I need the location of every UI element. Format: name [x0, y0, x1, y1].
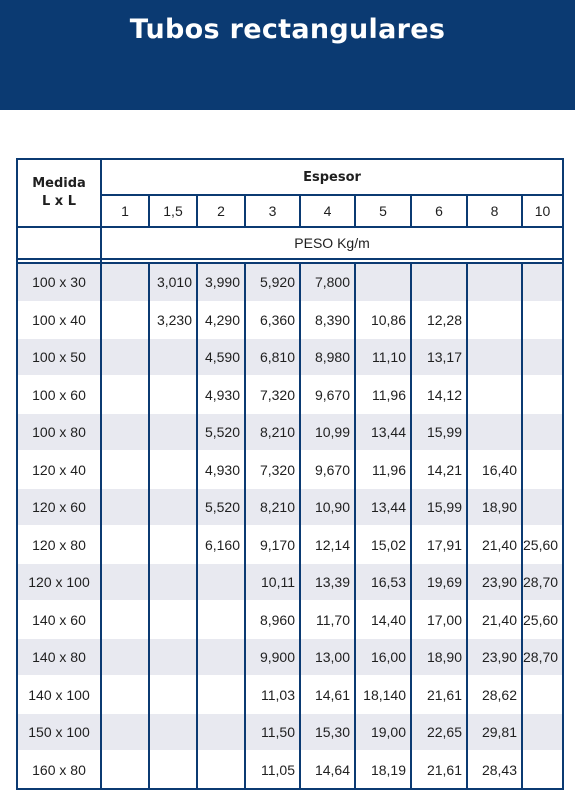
table-row — [17, 338, 563, 375]
weight-cell — [197, 751, 245, 789]
size-cell: 140 x 60 — [17, 601, 101, 638]
size-cell: 160 x 80 — [17, 751, 101, 789]
weight-cell — [149, 376, 197, 413]
weight-cell — [467, 413, 522, 450]
weight-cell: 8,210 — [245, 413, 300, 450]
weight-cell — [522, 263, 563, 301]
table-row — [17, 713, 563, 750]
weight-cell: 28,43 — [467, 751, 522, 789]
weight-cell: 3,230 — [149, 301, 197, 338]
weight-cell: 11,96 — [355, 451, 411, 488]
weight-cell: 9,670 — [300, 451, 355, 488]
weight-cell — [411, 263, 467, 301]
weight-cell — [522, 338, 563, 375]
weight-cell — [101, 526, 149, 563]
weight-cell — [467, 263, 522, 301]
weight-cell: 4,290 — [197, 301, 245, 338]
weight-cell — [101, 338, 149, 375]
title-banner — [0, 0, 575, 110]
weight-cell: 7,800 — [300, 263, 355, 301]
weight-cell: 11,03 — [245, 676, 300, 713]
weight-cell — [101, 601, 149, 638]
weight-cell: 25,60 — [522, 526, 563, 563]
weight-cell: 7,320 — [245, 376, 300, 413]
size-cell: 100 x 60 — [17, 376, 101, 413]
weight-cell: 9,900 — [245, 638, 300, 675]
weight-cell: 6,810 — [245, 338, 300, 375]
table-row — [17, 301, 563, 338]
table-row — [17, 413, 563, 450]
medida-header — [17, 159, 101, 227]
weight-cell: 13,00 — [300, 638, 355, 675]
weight-cell: 14,64 — [300, 751, 355, 789]
weight-cell: 23,90 — [467, 638, 522, 675]
weight-cell — [149, 751, 197, 789]
thickness-header-cell: 3 — [245, 195, 300, 227]
weight-cell: 11,96 — [355, 376, 411, 413]
weight-cell: 5,520 — [197, 488, 245, 525]
weight-cell: 9,670 — [300, 376, 355, 413]
weight-cell — [522, 413, 563, 450]
weight-cell — [197, 601, 245, 638]
weight-cell — [467, 301, 522, 338]
weight-cell: 14,12 — [411, 376, 467, 413]
weight-cell — [149, 451, 197, 488]
weight-cell: 14,40 — [355, 601, 411, 638]
weight-cell — [101, 301, 149, 338]
weight-cell — [101, 413, 149, 450]
weight-cell — [522, 376, 563, 413]
weight-cell: 15,99 — [411, 413, 467, 450]
weight-cell — [467, 376, 522, 413]
weight-cell: 10,11 — [245, 563, 300, 600]
weight-cell: 11,10 — [355, 338, 411, 375]
weight-cell — [149, 526, 197, 563]
thickness-header-cell: 8 — [467, 195, 522, 227]
size-cell: 120 x 100 — [17, 563, 101, 600]
weight-cell: 13,39 — [300, 563, 355, 600]
weight-cell: 19,00 — [355, 713, 411, 750]
size-cell: 140 x 80 — [17, 638, 101, 675]
page-title: Tubos rectangulares — [129, 14, 446, 45]
thickness-header-cell: 10 — [522, 195, 563, 227]
weight-cell — [101, 751, 149, 789]
size-cell: 100 x 50 — [17, 338, 101, 375]
weight-cell: 8,390 — [300, 301, 355, 338]
weight-cell: 8,960 — [245, 601, 300, 638]
weight-cell: 13,17 — [411, 338, 467, 375]
weight-cell — [101, 713, 149, 750]
weight-cell: 10,86 — [355, 301, 411, 338]
weight-cell — [149, 338, 197, 375]
peso-header-empty — [17, 227, 101, 259]
weights-table — [16, 158, 564, 790]
weight-cell — [149, 601, 197, 638]
size-cell: 100 x 80 — [17, 413, 101, 450]
weight-cell: 21,61 — [411, 751, 467, 789]
weight-cell: 15,30 — [300, 713, 355, 750]
weight-cell: 3,010 — [149, 263, 197, 301]
weight-cell: 12,14 — [300, 526, 355, 563]
size-cell: 100 x 30 — [17, 263, 101, 301]
weight-cell: 4,590 — [197, 338, 245, 375]
weight-cell — [522, 488, 563, 525]
weight-cell — [197, 713, 245, 750]
weight-cell: 11,70 — [300, 601, 355, 638]
weight-cell: 14,61 — [300, 676, 355, 713]
table-row — [17, 601, 563, 638]
peso-header: PESO Kg/m — [101, 227, 563, 259]
thickness-header-cell: 1,5 — [149, 195, 197, 227]
weight-cell: 14,21 — [411, 451, 467, 488]
thickness-header-cell: 4 — [300, 195, 355, 227]
weight-cell: 3,990 — [197, 263, 245, 301]
weight-cell: 18,90 — [467, 488, 522, 525]
weight-cell: 28,62 — [467, 676, 522, 713]
weight-cell — [101, 638, 149, 675]
weight-cell: 22,65 — [411, 713, 467, 750]
table-row — [17, 676, 563, 713]
weight-cell: 16,00 — [355, 638, 411, 675]
weight-cell — [355, 263, 411, 301]
weight-cell: 4,930 — [197, 451, 245, 488]
medida-header-line1: Medida — [32, 176, 86, 191]
weight-cell: 4,930 — [197, 376, 245, 413]
weight-cell: 9,170 — [245, 526, 300, 563]
table-row — [17, 638, 563, 675]
weight-cell: 13,44 — [355, 488, 411, 525]
weight-cell — [197, 676, 245, 713]
weight-cell: 10,99 — [300, 413, 355, 450]
thickness-header-cell: 6 — [411, 195, 467, 227]
weight-cell — [149, 713, 197, 750]
weight-cell — [522, 451, 563, 488]
table-row — [17, 263, 563, 301]
weight-cell: 5,520 — [197, 413, 245, 450]
weight-cell — [149, 676, 197, 713]
weight-cell: 21,61 — [411, 676, 467, 713]
table-row — [17, 488, 563, 525]
weight-cell — [522, 751, 563, 789]
weight-cell: 16,53 — [355, 563, 411, 600]
size-cell: 100 x 40 — [17, 301, 101, 338]
weight-cell: 21,40 — [467, 601, 522, 638]
espesor-header: Espesor — [101, 159, 563, 195]
weight-cell — [149, 488, 197, 525]
weight-cell: 13,44 — [355, 413, 411, 450]
thickness-header-cell: 2 — [197, 195, 245, 227]
medida-header-line2: L x L — [41, 194, 76, 209]
weight-cell: 18,19 — [355, 751, 411, 789]
weight-cell — [101, 376, 149, 413]
weight-cell: 17,91 — [411, 526, 467, 563]
size-cell: 140 x 100 — [17, 676, 101, 713]
weight-cell — [467, 338, 522, 375]
weight-cell — [149, 413, 197, 450]
table-row — [17, 451, 563, 488]
table-row — [17, 526, 563, 563]
weights-table-body — [17, 263, 563, 789]
weights-table-container — [16, 158, 562, 786]
size-cell: 150 x 100 — [17, 713, 101, 750]
weight-cell: 8,980 — [300, 338, 355, 375]
weight-cell: 16,40 — [467, 451, 522, 488]
size-cell: 120 x 80 — [17, 526, 101, 563]
weight-cell: 5,920 — [245, 263, 300, 301]
weight-cell: 15,02 — [355, 526, 411, 563]
weight-cell: 28,70 — [522, 563, 563, 600]
weight-cell — [101, 451, 149, 488]
weight-cell — [522, 676, 563, 713]
weight-cell: 8,210 — [245, 488, 300, 525]
weight-cell — [522, 713, 563, 750]
weight-cell — [101, 263, 149, 301]
table-row — [17, 376, 563, 413]
weight-cell: 11,05 — [245, 751, 300, 789]
weight-cell: 28,70 — [522, 638, 563, 675]
weight-cell: 19,69 — [411, 563, 467, 600]
thickness-header-cell: 1 — [101, 195, 149, 227]
size-cell: 120 x 40 — [17, 451, 101, 488]
table-row — [17, 563, 563, 600]
weight-cell — [522, 301, 563, 338]
weight-cell: 15,99 — [411, 488, 467, 525]
weight-cell — [101, 676, 149, 713]
weight-cell — [149, 638, 197, 675]
weight-cell: 6,160 — [197, 526, 245, 563]
weight-cell: 6,360 — [245, 301, 300, 338]
thickness-header-cell: 5 — [355, 195, 411, 227]
weight-cell — [197, 563, 245, 600]
weight-cell: 12,28 — [411, 301, 467, 338]
weight-cell: 11,50 — [245, 713, 300, 750]
size-cell: 120 x 60 — [17, 488, 101, 525]
weight-cell: 7,320 — [245, 451, 300, 488]
weight-cell — [101, 488, 149, 525]
weight-cell: 29,81 — [467, 713, 522, 750]
weight-cell: 18,90 — [411, 638, 467, 675]
weight-cell — [101, 563, 149, 600]
weight-cell: 25,60 — [522, 601, 563, 638]
weight-cell: 18,140 — [355, 676, 411, 713]
weight-cell: 17,00 — [411, 601, 467, 638]
weight-cell — [197, 638, 245, 675]
weight-cell: 21,40 — [467, 526, 522, 563]
weight-cell — [149, 563, 197, 600]
table-row — [17, 751, 563, 789]
weight-cell: 10,90 — [300, 488, 355, 525]
weight-cell: 23,90 — [467, 563, 522, 600]
